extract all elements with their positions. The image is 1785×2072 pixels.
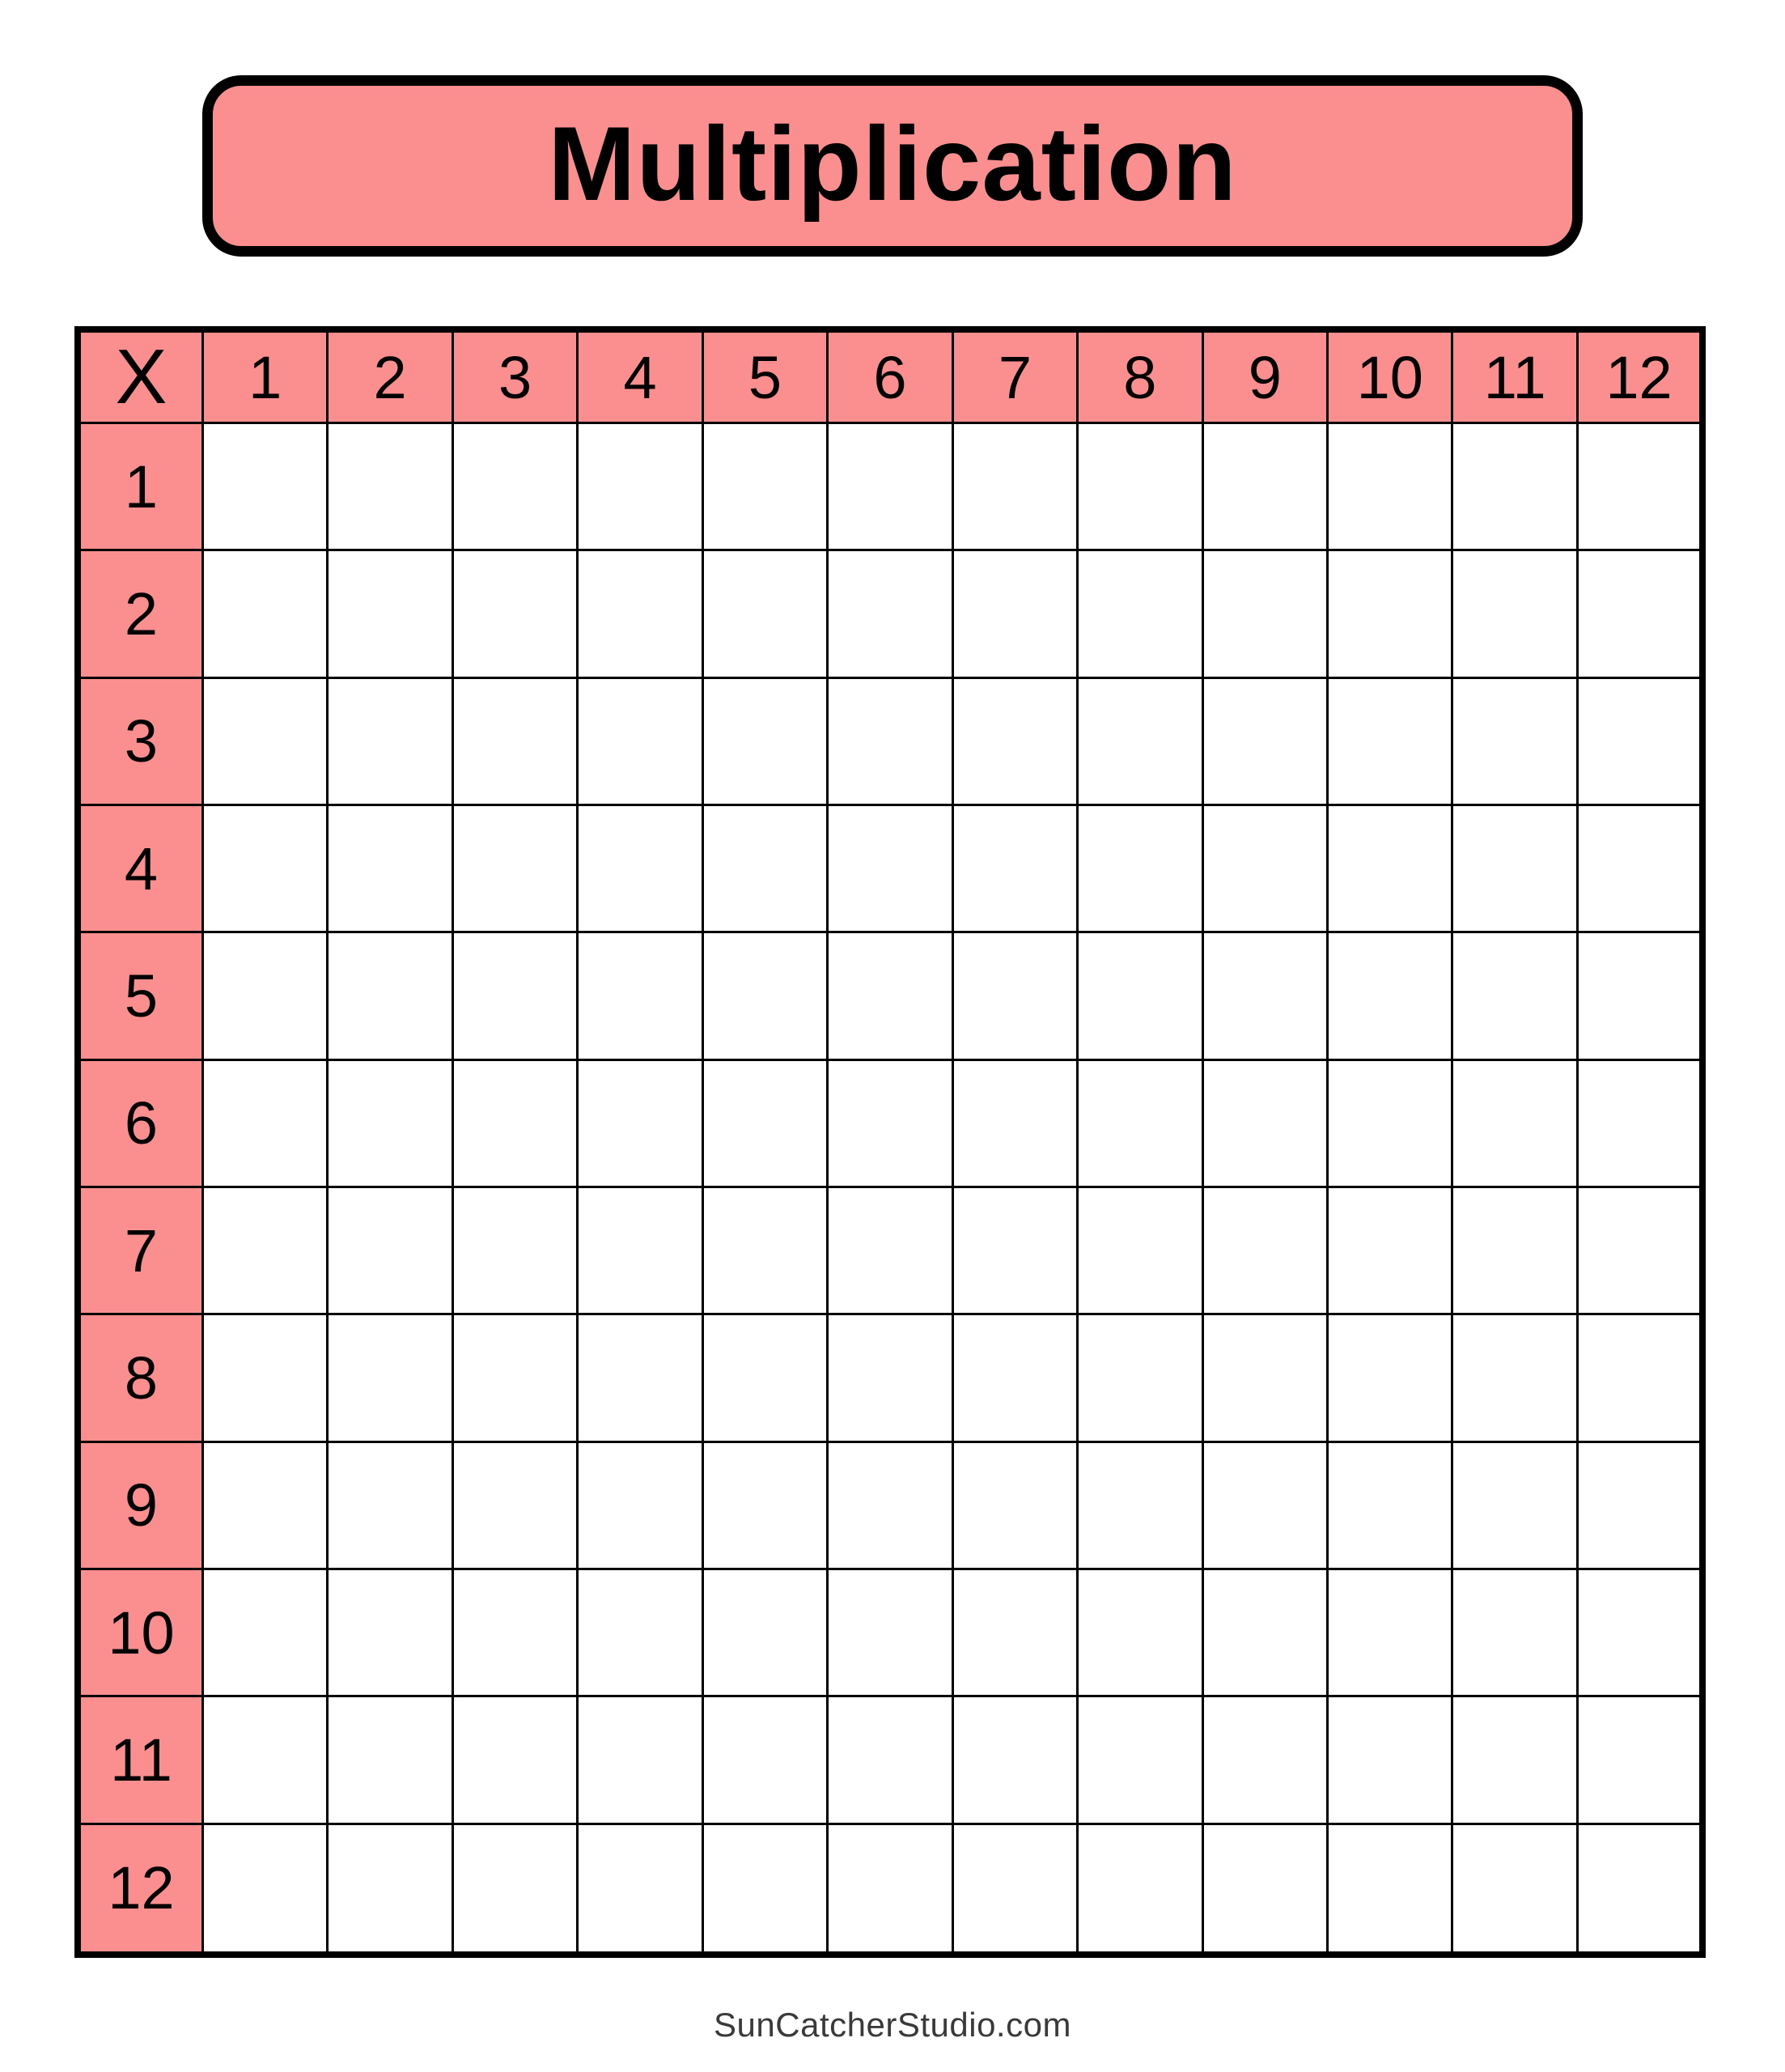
row-header-6: 6 <box>78 1059 202 1187</box>
row-header-2: 2 <box>78 550 202 677</box>
grid-cell-8x1 <box>202 1314 327 1441</box>
grid-cell-8x11 <box>1452 1314 1577 1441</box>
grid-cell-7x7 <box>952 1187 1077 1314</box>
table-row-6 <box>78 1059 1702 1187</box>
grid-cell-9x9 <box>1202 1441 1327 1569</box>
row-header-5: 5 <box>78 932 202 1059</box>
grid-cell-5x4 <box>578 932 702 1059</box>
grid-cell-3x3 <box>452 677 577 805</box>
grid-cell-12x9 <box>1202 1824 1327 1955</box>
grid-cell-3x4 <box>578 677 702 805</box>
grid-cell-2x4 <box>578 550 702 677</box>
row-header-8: 8 <box>78 1314 202 1441</box>
row-header-10: 10 <box>78 1569 202 1696</box>
grid-cell-8x3 <box>452 1314 577 1441</box>
grid-cell-8x8 <box>1078 1314 1202 1441</box>
grid-cell-10x6 <box>828 1569 952 1696</box>
grid-cell-3x6 <box>828 677 952 805</box>
grid-cell-12x10 <box>1328 1824 1452 1955</box>
grid-cell-7x9 <box>1202 1187 1327 1314</box>
grid-cell-11x6 <box>828 1696 952 1824</box>
row-header-1: 1 <box>78 423 202 550</box>
row-header-3: 3 <box>78 677 202 805</box>
table-row-2 <box>78 550 1702 677</box>
grid-cell-4x9 <box>1202 805 1327 932</box>
grid-cell-9x5 <box>702 1441 827 1569</box>
grid-cell-3x5 <box>702 677 827 805</box>
grid-cell-9x10 <box>1328 1441 1452 1569</box>
grid-cell-7x12 <box>1577 1187 1702 1314</box>
table-row-12 <box>78 1824 1702 1955</box>
table-row-4 <box>78 805 1702 932</box>
grid-cell-1x10 <box>1328 423 1452 550</box>
grid-cell-12x11 <box>1452 1824 1577 1955</box>
grid-cell-6x5 <box>702 1059 827 1187</box>
grid-cell-8x4 <box>578 1314 702 1441</box>
grid-cell-11x5 <box>702 1696 827 1824</box>
grid-cell-2x5 <box>702 550 827 677</box>
grid-cell-11x10 <box>1328 1696 1452 1824</box>
grid-cell-5x12 <box>1577 932 1702 1059</box>
grid-cell-12x5 <box>702 1824 827 1955</box>
grid-cell-5x10 <box>1328 932 1452 1059</box>
grid-cell-10x7 <box>952 1569 1077 1696</box>
grid-cell-1x5 <box>702 423 827 550</box>
grid-cell-1x11 <box>1452 423 1577 550</box>
table-row-10 <box>78 1569 1702 1696</box>
grid-cell-7x4 <box>578 1187 702 1314</box>
grid-cell-4x2 <box>328 805 452 932</box>
column-header-5: 5 <box>702 329 827 423</box>
grid-cell-7x11 <box>1452 1187 1577 1314</box>
grid-cell-4x1 <box>202 805 327 932</box>
grid-cell-3x10 <box>1328 677 1452 805</box>
grid-cell-9x12 <box>1577 1441 1702 1569</box>
grid-cell-4x3 <box>452 805 577 932</box>
grid-cell-10x4 <box>578 1569 702 1696</box>
table-row-8 <box>78 1314 1702 1441</box>
column-header-11: 11 <box>1452 329 1577 423</box>
grid-cell-6x8 <box>1078 1059 1202 1187</box>
grid-cell-10x8 <box>1078 1569 1202 1696</box>
grid-cell-10x9 <box>1202 1569 1327 1696</box>
grid-cell-6x11 <box>1452 1059 1577 1187</box>
grid-cell-10x10 <box>1328 1569 1452 1696</box>
grid-cell-5x7 <box>952 932 1077 1059</box>
grid-cell-9x6 <box>828 1441 952 1569</box>
grid-cell-1x6 <box>828 423 952 550</box>
row-header-7: 7 <box>78 1187 202 1314</box>
grid-cell-12x7 <box>952 1824 1077 1955</box>
table-row-1 <box>78 423 1702 550</box>
grid-cell-4x4 <box>578 805 702 932</box>
grid-cell-4x6 <box>828 805 952 932</box>
grid-cell-3x1 <box>202 677 327 805</box>
grid-cell-5x1 <box>202 932 327 1059</box>
column-header-1: 1 <box>202 329 327 423</box>
footer-credit: SunCatcherStudio.com <box>714 2006 1071 2044</box>
grid-cell-3x2 <box>328 677 452 805</box>
grid-cell-7x2 <box>328 1187 452 1314</box>
grid-cell-9x11 <box>1452 1441 1577 1569</box>
grid-cell-11x2 <box>328 1696 452 1824</box>
grid-cell-10x1 <box>202 1569 327 1696</box>
grid-cell-3x11 <box>1452 677 1577 805</box>
grid-cell-2x2 <box>328 550 452 677</box>
grid-cell-11x3 <box>452 1696 577 1824</box>
grid-cell-12x1 <box>202 1824 327 1955</box>
grid-cell-6x4 <box>578 1059 702 1187</box>
column-header-10: 10 <box>1328 329 1452 423</box>
title-banner <box>202 75 1583 257</box>
grid-cell-6x3 <box>452 1059 577 1187</box>
grid-cell-9x8 <box>1078 1441 1202 1569</box>
grid-cell-2x10 <box>1328 550 1452 677</box>
column-header-2: 2 <box>328 329 452 423</box>
grid-cell-12x2 <box>328 1824 452 1955</box>
row-header-12: 12 <box>78 1824 202 1955</box>
grid-cell-8x6 <box>828 1314 952 1441</box>
column-header-6: 6 <box>828 329 952 423</box>
grid-cell-12x12 <box>1577 1824 1702 1955</box>
grid-cell-6x2 <box>328 1059 452 1187</box>
grid-cell-2x1 <box>202 550 327 677</box>
grid-cell-5x8 <box>1078 932 1202 1059</box>
grid-cell-8x2 <box>328 1314 452 1441</box>
grid-cell-4x5 <box>702 805 827 932</box>
grid-cell-2x8 <box>1078 550 1202 677</box>
grid-cell-6x6 <box>828 1059 952 1187</box>
column-header-9: 9 <box>1202 329 1327 423</box>
grid-cell-1x3 <box>452 423 577 550</box>
grid-cell-11x7 <box>952 1696 1077 1824</box>
table-row-5 <box>78 932 1702 1059</box>
grid-cell-4x10 <box>1328 805 1452 932</box>
column-header-3: 3 <box>452 329 577 423</box>
grid-cell-4x11 <box>1452 805 1577 932</box>
grid-cell-10x2 <box>328 1569 452 1696</box>
grid-cell-2x6 <box>828 550 952 677</box>
grid-cell-3x12 <box>1577 677 1702 805</box>
table-row-3 <box>78 677 1702 805</box>
grid-cell-8x5 <box>702 1314 827 1441</box>
grid-cell-11x11 <box>1452 1696 1577 1824</box>
grid-cell-1x7 <box>952 423 1077 550</box>
grid-cell-1x12 <box>1577 423 1702 550</box>
row-header-4: 4 <box>78 805 202 932</box>
grid-cell-9x3 <box>452 1441 577 1569</box>
row-header-11: 11 <box>78 1696 202 1824</box>
grid-cell-6x10 <box>1328 1059 1452 1187</box>
grid-cell-8x12 <box>1577 1314 1702 1441</box>
grid-cell-11x9 <box>1202 1696 1327 1824</box>
grid-cell-5x5 <box>702 932 827 1059</box>
grid-cell-11x4 <box>578 1696 702 1824</box>
grid-cell-6x1 <box>202 1059 327 1187</box>
grid-cell-1x9 <box>1202 423 1327 550</box>
table-row-11 <box>78 1696 1702 1824</box>
table-header-row <box>78 329 1702 423</box>
grid-cell-10x12 <box>1577 1569 1702 1696</box>
grid-cell-2x12 <box>1577 550 1702 677</box>
grid-cell-1x4 <box>578 423 702 550</box>
grid-cell-2x7 <box>952 550 1077 677</box>
grid-cell-4x12 <box>1577 805 1702 932</box>
column-header-8: 8 <box>1078 329 1202 423</box>
grid-cell-5x6 <box>828 932 952 1059</box>
grid-cell-1x2 <box>328 423 452 550</box>
grid-cell-6x9 <box>1202 1059 1327 1187</box>
grid-cell-11x1 <box>202 1696 327 1824</box>
row-header-9: 9 <box>78 1441 202 1569</box>
grid-cell-3x7 <box>952 677 1077 805</box>
grid-cell-7x6 <box>828 1187 952 1314</box>
table-row-7 <box>78 1187 1702 1314</box>
grid-cell-12x3 <box>452 1824 577 1955</box>
grid-cell-6x7 <box>952 1059 1077 1187</box>
grid-cell-7x3 <box>452 1187 577 1314</box>
grid-cell-2x3 <box>452 550 577 677</box>
multiplication-table <box>74 326 1706 1958</box>
grid-cell-8x7 <box>952 1314 1077 1441</box>
grid-cell-9x4 <box>578 1441 702 1569</box>
grid-cell-3x8 <box>1078 677 1202 805</box>
grid-cell-11x8 <box>1078 1696 1202 1824</box>
grid-cell-11x12 <box>1577 1696 1702 1824</box>
grid-cell-10x11 <box>1452 1569 1577 1696</box>
grid-cell-9x7 <box>952 1441 1077 1569</box>
grid-cell-1x8 <box>1078 423 1202 550</box>
grid-cell-1x1 <box>202 423 327 550</box>
grid-cell-2x9 <box>1202 550 1327 677</box>
grid-cell-9x1 <box>202 1441 327 1569</box>
grid-cell-12x4 <box>578 1824 702 1955</box>
grid-cell-8x10 <box>1328 1314 1452 1441</box>
grid-cell-4x7 <box>952 805 1077 932</box>
column-header-4: 4 <box>578 329 702 423</box>
grid-cell-6x12 <box>1577 1059 1702 1187</box>
grid-cell-12x6 <box>828 1824 952 1955</box>
grid-cell-12x8 <box>1078 1824 1202 1955</box>
grid-cell-5x9 <box>1202 932 1327 1059</box>
table-body <box>78 423 1702 1955</box>
grid-cell-7x5 <box>702 1187 827 1314</box>
grid-cell-3x9 <box>1202 677 1327 805</box>
grid-cell-5x3 <box>452 932 577 1059</box>
grid-cell-7x8 <box>1078 1187 1202 1314</box>
grid-cell-7x10 <box>1328 1187 1452 1314</box>
grid-cell-4x8 <box>1078 805 1202 932</box>
grid-cell-5x11 <box>1452 932 1577 1059</box>
grid-cell-8x9 <box>1202 1314 1327 1441</box>
page-title: Multiplication <box>548 104 1237 223</box>
grid-cell-10x3 <box>452 1569 577 1696</box>
corner-cell-multiply-sign: X <box>78 329 202 423</box>
grid-cell-9x2 <box>328 1441 452 1569</box>
table-row-9 <box>78 1441 1702 1569</box>
grid-cell-2x11 <box>1452 550 1577 677</box>
grid-cell-7x1 <box>202 1187 327 1314</box>
column-header-7: 7 <box>952 329 1077 423</box>
grid-cell-10x5 <box>702 1569 827 1696</box>
column-header-12: 12 <box>1577 329 1702 423</box>
grid-cell-5x2 <box>328 932 452 1059</box>
